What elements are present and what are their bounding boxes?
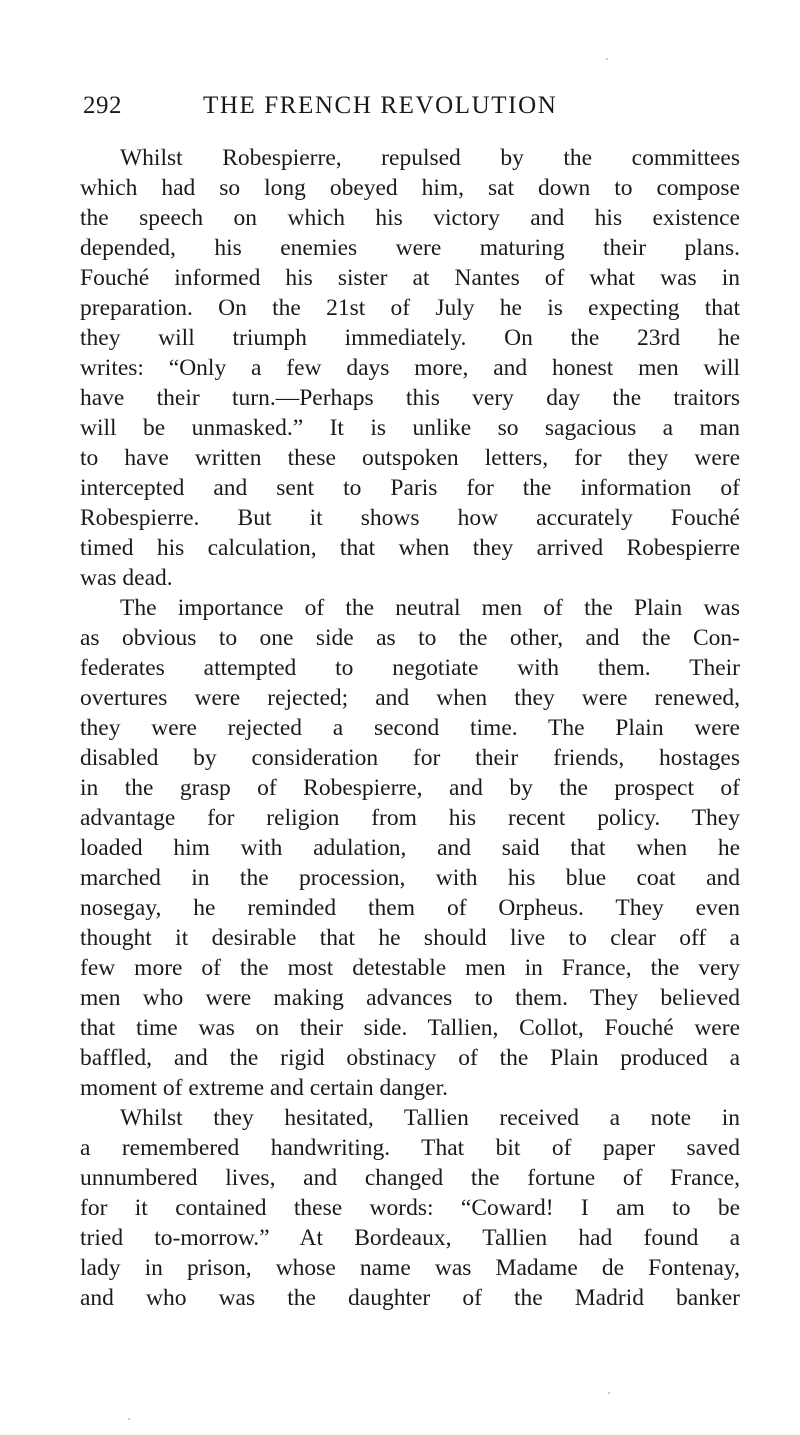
text-line: for it contained these words: “Coward! I am to be	[80, 1195, 740, 1221]
text-line: disabled by consideration for their friends, hostages	[80, 745, 740, 771]
paragraph	[80, 593, 740, 1103]
text-line: federates attempted to negotiate with them. Their	[80, 655, 740, 681]
text-line: the speech on which his victory and his existence	[80, 205, 740, 231]
page-header	[80, 88, 740, 124]
text-line: The importance of the neutral men of the Plain was	[120, 595, 740, 621]
page-number: 292	[83, 92, 122, 119]
paragraph	[80, 143, 740, 593]
text-line: will be unmasked.” It is unlike so sagacious a man	[80, 415, 740, 441]
text-line: baffled, and the rigid obstinacy of the Plain produced a	[80, 1045, 740, 1071]
text-line: unnumbered lives, and changed the fortune of France,	[80, 1165, 740, 1191]
text-line: intercepted and sent to Paris for the information of	[80, 475, 740, 501]
text-line: have their turn.—Perhaps this very day the traitors	[80, 385, 740, 411]
text-line: Fouché informed his sister at Nantes of what was in	[80, 265, 740, 291]
text-line: advantage for religion from his recent policy. They	[80, 805, 740, 831]
text-line: loaded him with adulation, and said that when he	[80, 835, 740, 861]
text-line: preparation. On the 21st of July he is expecting that	[80, 295, 740, 321]
text-line: Whilst they hesitated, Tallien received a note in	[120, 1105, 740, 1131]
text-line: as obvious to one side as to the other, and the Con-	[80, 625, 740, 651]
text-line: few more of the most detestable men in France, the very	[80, 955, 740, 981]
text-line: writes: “Only a few days more, and honest men will	[80, 355, 740, 381]
text-line: a remembered handwriting. That bit of paper saved	[80, 1135, 740, 1161]
text-line: that time was on their side. Tallien, Collot, Fouché were	[80, 1015, 740, 1041]
text-line: lady in prison, whose name was Madame de Fontenay,	[80, 1255, 740, 1281]
text-line: in the grasp of Robespierre, and by the prospect of	[80, 775, 740, 801]
text-line: marched in the procession, with his blue coat and	[80, 865, 740, 891]
text-line: they were rejected a second time. The Plain were	[80, 715, 740, 741]
body-text	[80, 143, 740, 1313]
text-line: they will triumph immediately. On the 23rd he	[80, 325, 740, 351]
text-line: which had so long obeyed him, sat down to compose	[80, 175, 740, 201]
text-line: timed his calculation, that when they arrived Robespierre	[80, 535, 740, 561]
text-line: depended, his enemies were maturing their plans.	[80, 235, 740, 261]
text-line: thought it desirable that he should live to clear off a	[80, 925, 740, 951]
text-line: and who was the daughter of the Madrid banker	[80, 1285, 740, 1311]
paper-speck	[606, 58, 608, 60]
paper-speck	[608, 1392, 610, 1394]
text-line: was dead.	[80, 565, 173, 591]
text-line: men who were making advances to them. They believed	[80, 985, 740, 1011]
paragraph	[80, 1103, 740, 1313]
running-head: THE FRENCH REVOLUTION	[203, 92, 558, 119]
text-line: Robespierre. But it shows how accurately Fouché	[80, 505, 740, 531]
text-line: overtures were rejected; and when they were renewed,	[80, 685, 740, 711]
text-line: moment of extreme and certain danger.	[80, 1075, 449, 1101]
text-line: Whilst Robespierre, repulsed by the committees	[120, 145, 740, 171]
text-line: nosegay, he reminded them of Orpheus. They even	[80, 895, 740, 921]
text-line: tried to-morrow.” At Bordeaux, Tallien had found a	[80, 1225, 740, 1251]
paper-speck	[128, 1418, 130, 1420]
text-line: to have written these outspoken letters, for they were	[80, 445, 740, 471]
